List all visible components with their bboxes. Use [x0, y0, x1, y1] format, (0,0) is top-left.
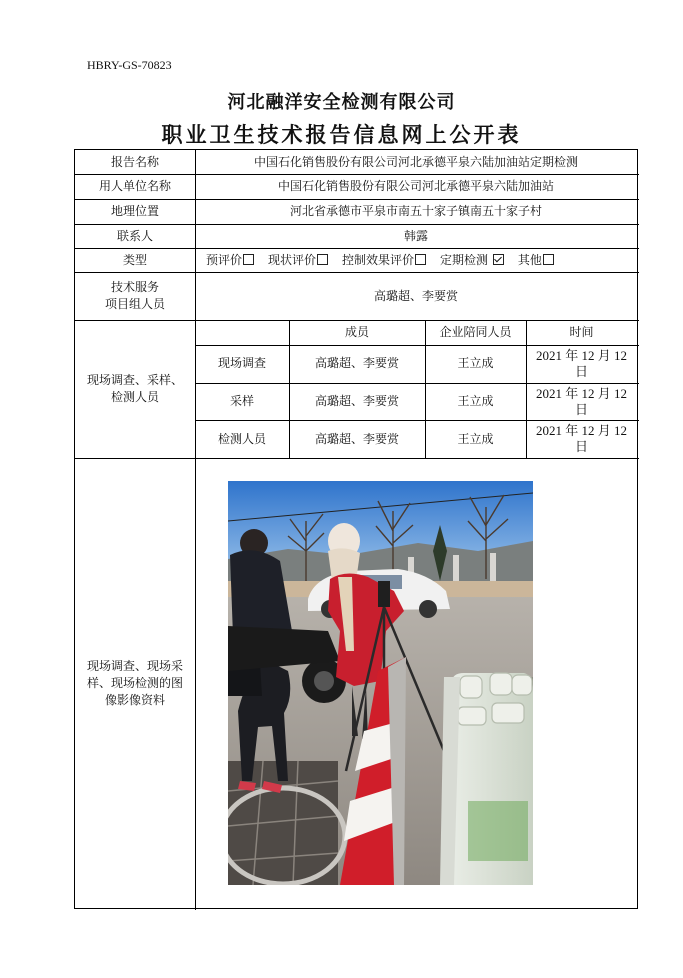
- images-label-line3: 像影像资料: [104, 692, 165, 707]
- survey-header-companion: 企业陪同人员: [439, 324, 512, 339]
- type-option-other[interactable]: 其他: [518, 252, 554, 269]
- survey-label-line2: 检测人员: [110, 390, 159, 404]
- survey-header-blank: [195, 320, 289, 344]
- team-label-line2: 项目组人员: [104, 297, 165, 311]
- survey-label: [75, 320, 195, 458]
- location-label: 地理位置: [110, 204, 159, 218]
- type-option-pre-evaluation[interactable]: 预评价: [206, 252, 254, 269]
- survey-stage: 采样: [229, 394, 254, 408]
- survey-time-line1: 2021 年 12 月 12: [535, 385, 627, 401]
- type-option-control-evaluation[interactable]: 控制效果评价: [342, 252, 426, 269]
- checkbox-icon[interactable]: [543, 254, 554, 265]
- company-name: 河北融洋安全检测有限公司: [227, 92, 456, 113]
- survey-time-line2: 日: [574, 439, 588, 454]
- survey-time-line1: 2021 年 12 月 12: [535, 347, 627, 363]
- survey-time: [526, 345, 637, 382]
- survey-label-line1: 现场调查、采样、: [86, 373, 183, 387]
- employer-label: 用人单位名称: [98, 179, 171, 193]
- report-name-value: 中国石化销售股份有限公司河北承德平泉六陆加油站定期检测: [253, 154, 578, 169]
- type-option-periodic-testing[interactable]: 定期检测: [440, 252, 504, 269]
- survey-members: 高璐超、李要赏: [314, 356, 399, 370]
- survey-stage: 现场调查: [217, 356, 266, 370]
- checkbox-icon[interactable]: [317, 254, 328, 265]
- survey-time-line2: 日: [574, 401, 588, 417]
- checkbox-icon[interactable]: [415, 254, 426, 265]
- survey-members: 高璐超、李要赏: [314, 431, 399, 446]
- survey-time-line1: 2021 年 12 月 12: [535, 423, 627, 438]
- report-name-label: 报告名称: [110, 154, 159, 169]
- team-label-line1: 技术服务: [110, 280, 159, 294]
- site-photo: [228, 481, 533, 885]
- survey-time-line2: 日: [574, 363, 588, 379]
- location-value: 河北省承德市平泉市南五十家子镇南五十家子村: [289, 204, 542, 218]
- images-label-line1: 现场调查、现场采: [86, 658, 183, 673]
- page-title: 职业卫生技术报告信息网上公开表: [161, 122, 522, 147]
- survey-header-time: 时间: [569, 324, 594, 339]
- employer-value: 中国石化销售股份有限公司河北承德平泉六陆加油站: [277, 179, 554, 193]
- type-label: 类型: [122, 252, 147, 267]
- survey-stage: 检测人员: [217, 431, 266, 446]
- survey-members: 高璐超、李要赏: [314, 394, 399, 408]
- contact-label: 联系人: [116, 228, 153, 243]
- survey-companion: 王立成: [457, 431, 494, 446]
- survey-companion: 王立成: [457, 394, 494, 408]
- team-label: [75, 272, 195, 320]
- survey-time: [526, 420, 637, 458]
- images-label-line2: 样、现场检测的图: [86, 675, 183, 690]
- survey-header-members: 成员: [344, 324, 369, 339]
- checkbox-checked-icon[interactable]: [493, 254, 504, 265]
- type-option-status-evaluation[interactable]: 现状评价: [268, 252, 328, 269]
- type-options: [195, 248, 637, 272]
- survey-time: [526, 383, 637, 420]
- document-number: HBRY-GS-70823: [87, 58, 172, 72]
- images-label: [75, 458, 195, 908]
- survey-companion: 王立成: [457, 356, 494, 370]
- site-photo-illustration: [228, 481, 533, 885]
- checkbox-icon[interactable]: [243, 254, 254, 265]
- team-value: 高璐超、李要赏: [373, 288, 458, 303]
- contact-value: 韩露: [403, 228, 428, 243]
